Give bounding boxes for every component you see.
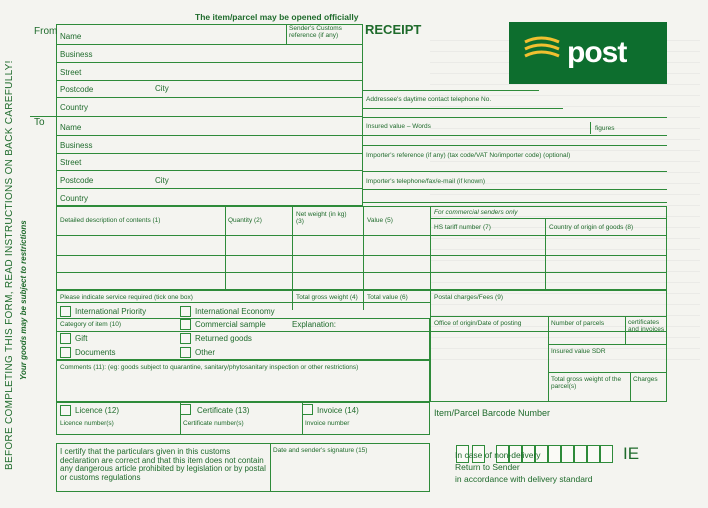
customs-form: [30, 12, 667, 492]
to-postcode-label[interactable]: Postcode: [60, 176, 94, 185]
barcode-digit-box[interactable]: [600, 445, 613, 463]
open-notice: The item/parcel may be opened officially: [195, 12, 359, 22]
total-value[interactable]: Total value (6): [367, 294, 408, 301]
barcode-digit-box[interactable]: [561, 445, 574, 463]
commercial-senders-header: For commercial senders only: [434, 209, 518, 216]
other-label: Other: [195, 348, 216, 357]
importer-contact[interactable]: Importer's telephone/fax/e-mail (if known): [366, 178, 486, 185]
nondelivery-line1: In case of non-delivery: [455, 450, 541, 460]
priority-checkbox[interactable]: [60, 306, 71, 317]
documents-label: Documents: [75, 348, 116, 357]
barcode-digit-box[interactable]: [574, 445, 587, 463]
explanation-label[interactable]: Explanation:: [292, 320, 337, 329]
from-city-label[interactable]: City: [155, 84, 169, 93]
to-name-label[interactable]: Name: [60, 123, 82, 132]
barcode-digit-box[interactable]: [548, 445, 561, 463]
barcode-label: Item/Parcel Barcode Number: [434, 408, 551, 418]
insured-value-sdr[interactable]: Insured value SDR: [551, 348, 606, 355]
office-origin[interactable]: Office of origin/Date of posting: [434, 320, 522, 327]
to-street-label[interactable]: Street: [60, 158, 82, 167]
from-business-label[interactable]: Business: [60, 50, 93, 59]
signature-label[interactable]: Date and sender's signature (15): [273, 447, 368, 454]
economy-checkbox[interactable]: [180, 306, 191, 317]
value-header: Value (5): [367, 217, 393, 224]
to-label: To: [34, 117, 45, 128]
barcode-country-suffix: IE: [623, 444, 640, 463]
sender-customs-ref: Sender's Customs reference (if any): [289, 25, 342, 39]
importer-reference[interactable]: Importer's reference (if any) (tax code/VAT No/importer code) (optional): [366, 152, 571, 159]
from-country-label[interactable]: Country: [60, 103, 89, 112]
certificate-label: Certificate (13): [197, 406, 250, 415]
category-label: Category of item (10): [60, 321, 122, 328]
total-gross-weight-parcels[interactable]: Total gross weight of the parcel(s): [551, 376, 622, 390]
insured-value-figures[interactable]: figures: [595, 125, 615, 132]
addressee-phone[interactable]: Addressee's daytime contact telephone No.: [366, 96, 492, 103]
charges-label[interactable]: Charges: [633, 376, 658, 383]
postal-charges[interactable]: Postal charges/Fees (9): [434, 294, 504, 301]
receipt-title: RECEIPT: [365, 22, 422, 37]
licence-label: Licence (12): [75, 406, 120, 415]
nondelivery-line3: in accordance with delivery standard: [455, 474, 593, 484]
other-checkbox[interactable]: [180, 347, 191, 358]
insured-value-words[interactable]: Insured value – Words: [366, 123, 431, 130]
barcode-digit-box[interactable]: [587, 445, 600, 463]
economy-label: International Economy: [195, 307, 275, 316]
comments-label: Comments (11): (eg: goods subject to quarantine, sanitary/phytosanitary inspection or other restrictions): [60, 364, 359, 371]
declaration-text: I certify that the particulars given in this customs declaration are correct and that this item does not contain any dangerous article prohibited by legislation or by postal or customs regulations: [60, 447, 266, 482]
service-required-label: Please indicate service required (tick one box): [60, 294, 193, 301]
documents-checkbox[interactable]: [60, 347, 71, 358]
from-label: From: [34, 26, 58, 37]
total-gross-weight[interactable]: Total gross weight (4): [296, 294, 358, 301]
licence-checkbox[interactable]: [60, 405, 71, 416]
side-restriction-note: Your goods may be subject to restrictions: [19, 220, 28, 380]
returned-checkbox[interactable]: [180, 333, 191, 344]
from-name-label[interactable]: Name: [60, 32, 82, 41]
priority-label: International Priority: [75, 307, 147, 316]
hs-tariff-header: HS tariff number (7): [434, 224, 491, 231]
from-street-label[interactable]: Street: [60, 68, 82, 77]
number-of-parcels[interactable]: Number of parcels: [551, 320, 605, 327]
to-city-label[interactable]: City: [155, 176, 169, 185]
sample-label: Commercial sample: [195, 320, 266, 329]
certificate-checkbox[interactable]: [180, 404, 191, 415]
certificates-invoices[interactable]: certificates and invoices: [628, 319, 665, 333]
certificate-number[interactable]: Certificate number(s): [183, 420, 244, 427]
logo-text: post: [567, 36, 627, 69]
gift-checkbox[interactable]: [60, 333, 71, 344]
side-instruction: BEFORE COMPLETING THIS FORM, READ INSTRUCTIONS ON BACK CAREFULLY!: [4, 60, 15, 470]
quantity-header: Quantity (2): [228, 217, 262, 224]
invoice-number[interactable]: Invoice number: [305, 420, 350, 427]
sample-checkbox[interactable]: [180, 319, 191, 330]
nondelivery-line2: Return to Sender: [455, 462, 520, 472]
net-weight-header: Net weight (in kg) (3): [296, 211, 347, 225]
from-postcode-label[interactable]: Postcode: [60, 85, 94, 94]
gift-label: Gift: [75, 334, 88, 343]
licence-number[interactable]: Licence number(s): [60, 420, 114, 427]
invoice-checkbox[interactable]: [302, 404, 313, 415]
returned-label: Returned goods: [195, 334, 252, 343]
to-country-label[interactable]: Country: [60, 194, 89, 203]
address-block: [56, 24, 363, 206]
invoice-label: Invoice (14): [317, 406, 359, 415]
contents-description-header: Detailed description of contents (1): [60, 217, 161, 224]
to-business-label[interactable]: Business: [60, 141, 93, 150]
country-origin-header: Country of origin of goods (8): [549, 224, 634, 231]
